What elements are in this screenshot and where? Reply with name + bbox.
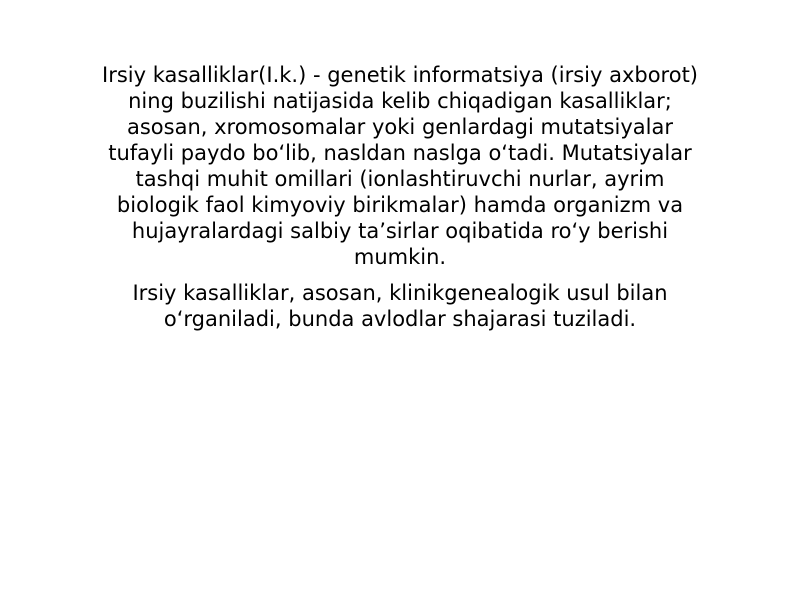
paragraph-method: Irsiy kasalliklar, asosan, klinikgenealogik usul bilan o‘rganiladi, bunda avlodlar shajarasi tuziladi. xyxy=(132,281,668,331)
paragraph-definition: Irsiy kasalliklar(I.k.) - genetik informatsiya (irsiy axborot) ning buzilishi natijasida kelib chiqadigan kasalliklar; asosan, xromosomalar yoki genlardagi mutatsiyalar tufayli paydo bo‘lib, nasldan naslga o‘tadi. Mutatsiyalar tashqi muhit omillari (ionlashtiruvchi nurlar, ayrim biologik faol kimyoviy birikmalar) hamda organizm va hujayralardagi salbiy ta’sirlar oqibatida ro‘y berishi mumkin. xyxy=(102,63,698,269)
slide-text-block xyxy=(100,62,700,332)
